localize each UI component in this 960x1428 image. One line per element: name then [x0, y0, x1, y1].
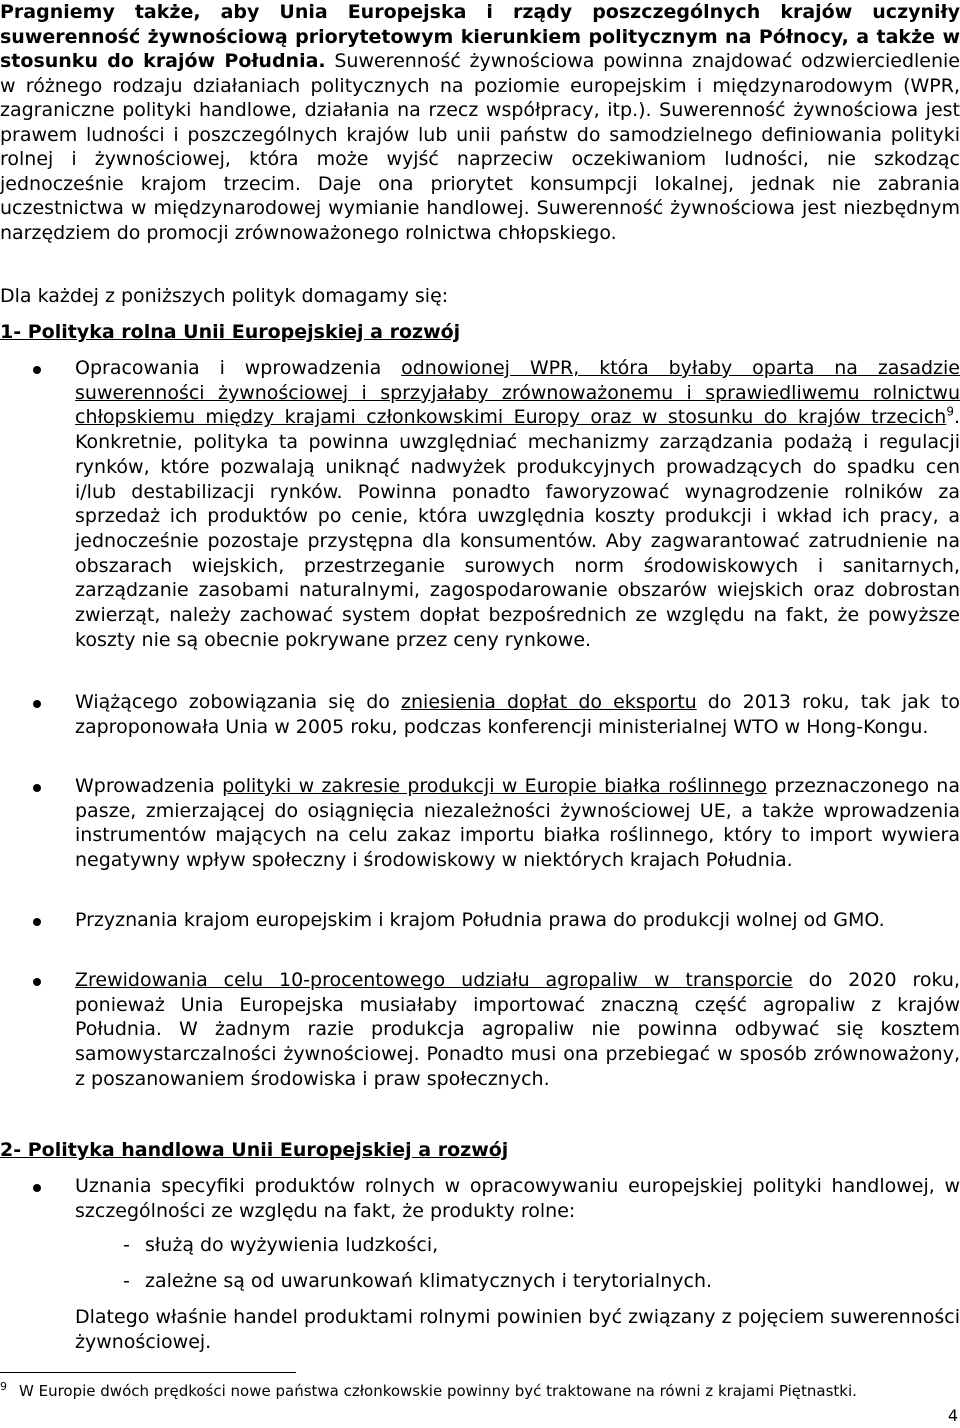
footnote — [0, 1381, 960, 1401]
closing-paragraph: Dlatego właśnie handel produktami rolnymi powinien być związany z pojęciem suwerenności żywnościowej. — [75, 1306, 960, 1353]
bullet-icon — [33, 784, 41, 792]
intro-text: Suwerenność żywnościowa powinna znajdować odzwierciedlenie w różnego rodzaju działaniach politycznych na poziomie europejskim i międzynarodowym (WPR, zagraniczne polityki handlowe, działania na rzecz współpracy, itp.). Suwerenność żywnościowa jest prawem ludności i poszczególnych krajów lub unii państw do samodzielnego definiowania polityki rolnej i żywnościowej, która może wyjść naprzeciw oczekiwaniom ludności, nie szkodząc jednocześnie krajom trzecim. Daje ona priorytet konsumpcji lokalnej, jednak nie zabrania uczestnictwa w międzynarodowej wymianie handlowej. Suwerenność żywnościowa jest niezbędnym narzędziem do promocji zrównoważonego rolnictwa chłopskiego. — [0, 50, 960, 244]
intro-bold-text: Pragniemy także, aby Unia Europejska i rządy poszczególnych krajów uczyniły suwerenność żywnościową priorytetowym kierunkiem politycznym na Północy, a także w stosunku do krajów Południa. — [0, 1, 960, 72]
page-number: 4 — [947, 1406, 958, 1425]
list-item: Przyznania krajom europejskim i krajom Południa prawa do produkcji wolnej od GMO. — [0, 908, 960, 933]
bullet-icon — [33, 918, 41, 926]
footnote-reference[interactable]: 9 — [946, 405, 954, 420]
underlined-phrase: polityki w zakresie produkcji w Europie białka roślinnego — [222, 775, 768, 797]
footnote-separator — [0, 1372, 296, 1373]
list-item: Zrewidowania celu 10-procentowego udziału agropaliw w transporcie do 2020 roku, ponieważ Unia Europejska musiałaby importować znaczną część agropaliw z krajów Południa. W żadnym razie produkcja agropaliw nie powinna odbywać się kosztem samowystarczalności żywnościowej. Ponadto musi ona przebiegać w sposób zrównoważony, z poszanowaniem środowiska i praw społecznych. — [0, 968, 960, 1092]
dash-marker: - — [123, 1234, 130, 1256]
dash-marker: - — [123, 1270, 130, 1292]
bullet-icon — [33, 978, 41, 986]
footnote-text: W Europie dwóch prędkości nowe państwa członkowskie powinny być traktowane na równi z krajami Piętnastki. — [19, 1382, 857, 1400]
list-item: Uznania specyfiki produktów rolnych w opracowywaniu europejskiej polityki handlowej, w szczególności ze względu na fakt, że produkty rolne: — [0, 1174, 960, 1223]
list-item: Opracowania i wprowadzenia odnowionej WPR, która byłaby oparta na zasadzie suwerenności żywnościowej i sprzyjałaby zrównoważonemu i sprawiedliwemu rolnictwu chłopskiemu między krajami członkowskimi Europy oraz w stosunku do krajów trzecich$^9$. Konkretnie, polityka ta powinna uwzględniać mechanizmy zarządzania podażą i regulacji rynków, które pozwalają uniknąć nadwyżek produkcyjnych prowadzących do spadku cen i/lub destabilizacji rynków. Powinna ponadto faworyzować wynagrodzenie rolników za sprzedaż ich produktów po cenie, która uwzględnia koszty produkcji i wkład ich pracy, a jednocześnie pozostaje przystępna dla konsumentów. Aby zagwarantować zatrudnienie na obszarach wiejskich, przestrzeganie surowych norm środowiskowych i sanitarnych, zarządzanie zasobami naturalnymi, zagospodarowanie obszarów wiejskich oraz dobrostan zwierząt, należy zachować system dopłat bezpośrednich ze względu na fakt, że powyższe koszty nie są obecnie pokrywane przez ceny rynkowe. — [0, 356, 960, 652]
intro-paragraph — [0, 0, 960, 245]
bullet-icon — [33, 1184, 41, 1192]
underlined-phrase: zniesienia dopłat do eksportu — [401, 691, 697, 713]
list-item: Wprowadzenia polityki w zakresie produkcji w Europie białka roślinnego przeznaczonego na pasze, zmierzającej do osiągnięcia niezależności żywnościowej UE, a także wprowadzenia instrumentów mających na celu zakaz importu białka roślinnego, który to import wywiera negatywny wpływ społeczny i środowiskowy w niektórych krajach Południa. — [0, 774, 960, 873]
dash-item: - zależne są od uwarunkowań klimatycznych i terytorialnych. — [123, 1270, 713, 1292]
bullet-icon — [33, 366, 41, 374]
underlined-phrase: Zrewidowania celu 10-procentowego udziału agropaliw w transporcie — [75, 969, 793, 991]
underlined-phrase: odnowionej WPR, która byłaby oparta na zasadzie suwerenności żywnościowej i sprzyjałaby zrównoważonemu i sprawiedliwemu rolnictwu chłopskiemu między krajami członkowskimi Europy oraz w stosunku do krajów trzecich — [75, 357, 960, 429]
bullet-icon — [33, 700, 41, 708]
section-1-heading: 1- Polityka rolna Unii Europejskiej a rozwój — [0, 321, 461, 343]
footnote-number: 9 — [0, 1380, 7, 1393]
dash-item: - służą do wyżywienia ludzkości, — [123, 1234, 439, 1256]
lead-sentence: Dla każdej z poniższych polityk domagamy się: — [0, 285, 449, 307]
list-item: Wiążącego zobowiązania się do zniesienia dopłat do eksportu do 2013 roku, tak jak to zaproponowała Unia w 2005 roku, podczas konferencji ministerialnej WTO w Hong-Kongu. — [0, 690, 960, 739]
section-2-heading: 2- Polityka handlowa Unii Europejskiej a rozwój — [0, 1139, 509, 1161]
